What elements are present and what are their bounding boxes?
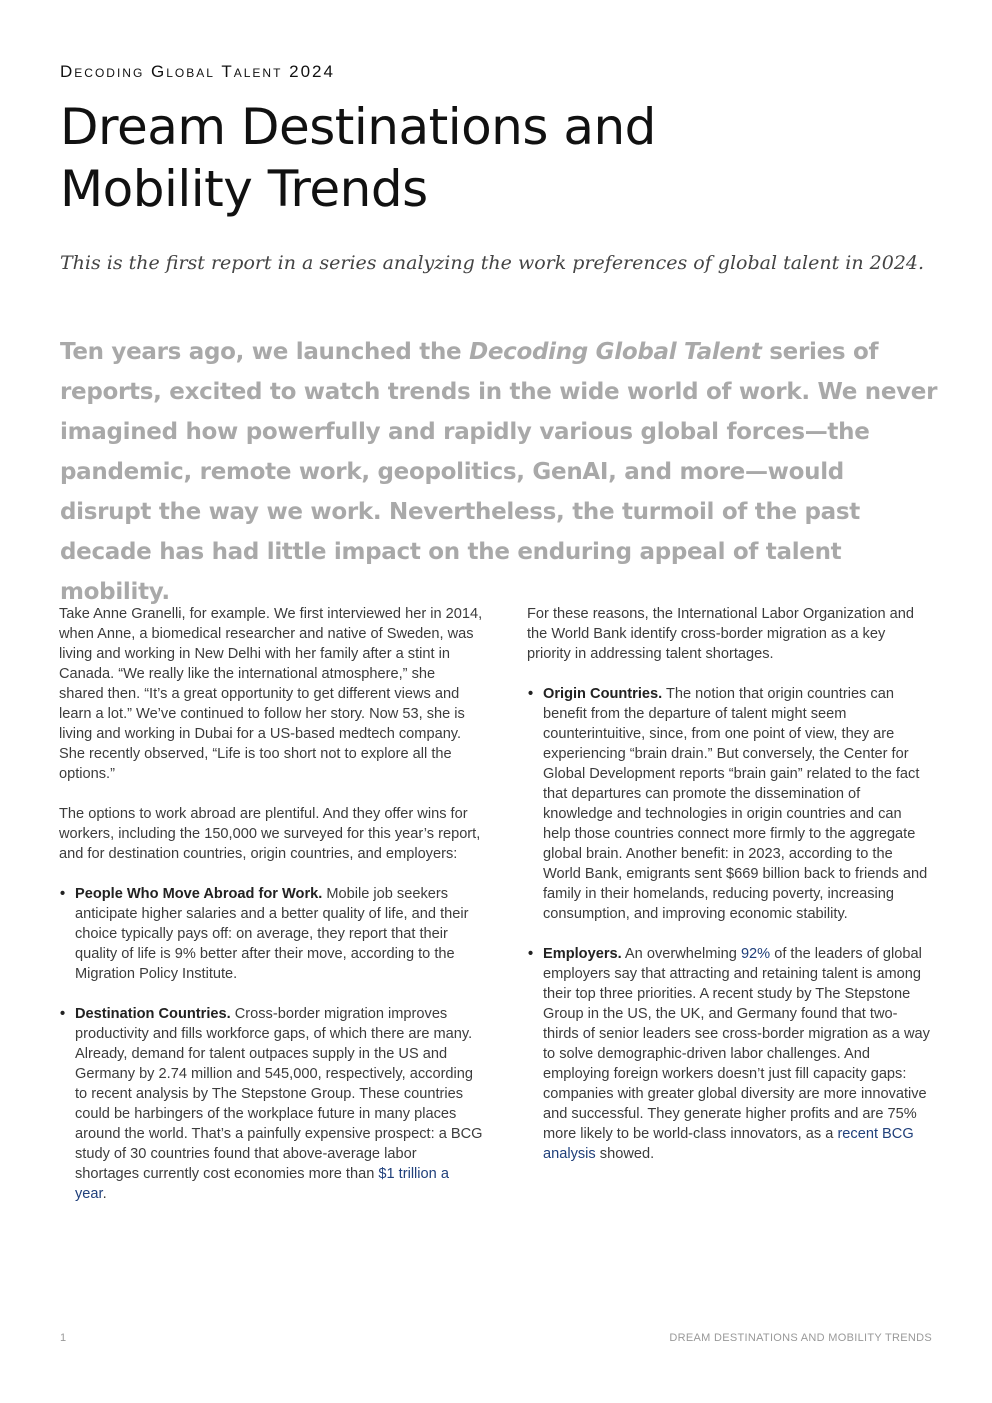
benefits-list-right <box>527 684 933 1164</box>
recent-bcg-analysis-link[interactable]: recent BCG analysis <box>543 1126 914 1162</box>
page-subtitle: This is the first report in a series analyzing the work preferences of global talent in 2024. <box>60 252 925 274</box>
reasons-paragraph: For these reasons, the International Labor Organization and the World Bank identify cross-border migration as a key priority in addressing talent shortages. <box>527 606 914 662</box>
running-footer-title: DREAM DESTINATIONS AND MOBILITY TRENDS <box>669 1332 932 1344</box>
page-number: 1 <box>60 1332 67 1344</box>
bullet-text-end: . <box>102 1186 107 1202</box>
ninety-two-percent-link[interactable]: 92% <box>740 946 771 962</box>
benefits-list-left <box>59 884 483 1204</box>
bullet-text: Cross-border migration improves productivity and fills workforce gaps, of which there are many. Already, demand for talent outpaces supply in the US and Germany by 2.74 million and 545,000, respectively, according to recent analysis by The Stepstone Group. These countries could be harbingers of the workplace future in many places around the world. That’s a painfully expensive prospect: a BCG study of 30 countries found that above-average labor shortages currently cost economies more than <box>75 1006 483 1182</box>
left-column <box>59 604 483 1224</box>
options-paragraph: The options to work abroad are plentiful. And they offer wins for workers, including the 150,000 we surveyed for this year’s report, and for destination countries, origin countries, and employers: <box>59 806 481 862</box>
list-item-destination-countries <box>59 1004 483 1204</box>
intro-paragraph <box>60 332 940 612</box>
bullet-text: An overwhelming <box>621 946 741 962</box>
trillion-a-year-link[interactable]: $1 trillion a year <box>75 1166 449 1202</box>
page-title: Dream Destinations and Mobility Trends <box>60 98 656 218</box>
bullet-text-continued: of the leaders of global employers say that attracting and retaining talent is among their top three priorities. A recent study by The Stepstone Group in the US, the UK, and Germany found that two-thirds of senior leaders see cross-border migration as a way to solve demographic-driven labor challenges. And employing foreign workers doesn’t just fill capacity gaps: companies with greater global diversity are more innovative and successful. They generate higher profits and are 75% more likely to be world-class innovators, as a <box>543 946 930 1142</box>
list-item-people-who-move <box>59 884 483 984</box>
list-item-employers <box>527 944 933 1164</box>
intro-text-start: Ten years ago, we launched the <box>60 339 470 365</box>
series-kicker: Decoding Global Talent 2024 <box>60 62 335 81</box>
bullet-heading: People Who Move Abroad for Work. <box>75 886 323 902</box>
intro-series-name: Decoding Global Talent <box>469 339 762 365</box>
bullet-text: The notion that origin countries can benefit from the departure of talent might seem counterintuitive, since, from one point of view, they are experiencing “brain drain.” But conversely, the Center for Global Development reports “brain gain” related to the fact that departures can promote the dissemination of knowledge and technologies in origin countries and can help those countries connect more firmly to the aggregate global brain. Another benefit: in 2023, according to the World Bank, emigrants sent $669 billion back to friends and family in their homelands, reducing poverty, increasing consumption, and improving economic stability. <box>543 686 928 922</box>
anne-granelli-paragraph: Take Anne Granelli, for example. We first interviewed her in 2014, when Anne, a biomedical researcher and native of Sweden, was living and working in New Delhi with her family after a stint in Canada. “We really like the international atmosphere,” she shared then. “It’s a great opportunity to get different views and learn a lot.” We’ve continued to follow her story. Now 53, she is living and working in Dubai for a US-based medtech company. She recently observed, “Life is too short not to explore all the options.” <box>59 606 483 782</box>
intro-text-rest: series of reports, excited to watch trends in the wide world of work. We never imagined how powerfully and rapidly various global forces—the pandemic, remote work, geopolitics, GenAI, and more—would disrupt the way we work. Nevertheless, the turmoil of the past decade has had little impact on the enduring appeal of talent mobility. <box>60 339 938 605</box>
right-column <box>527 604 933 1184</box>
bullet-text-end: showed. <box>595 1146 655 1162</box>
bullet-text: Mobile job seekers anticipate higher salaries and a better quality of life, and their choice typically pays off: on average, they report that their quality of life is 9% better after their move, according to the Migration Policy Institute. <box>75 886 469 982</box>
bullet-heading: Origin Countries. <box>543 686 663 702</box>
list-item-origin-countries <box>527 684 933 924</box>
bullet-heading: Employers. <box>543 946 622 962</box>
bullet-heading: Destination Countries. <box>75 1006 231 1022</box>
